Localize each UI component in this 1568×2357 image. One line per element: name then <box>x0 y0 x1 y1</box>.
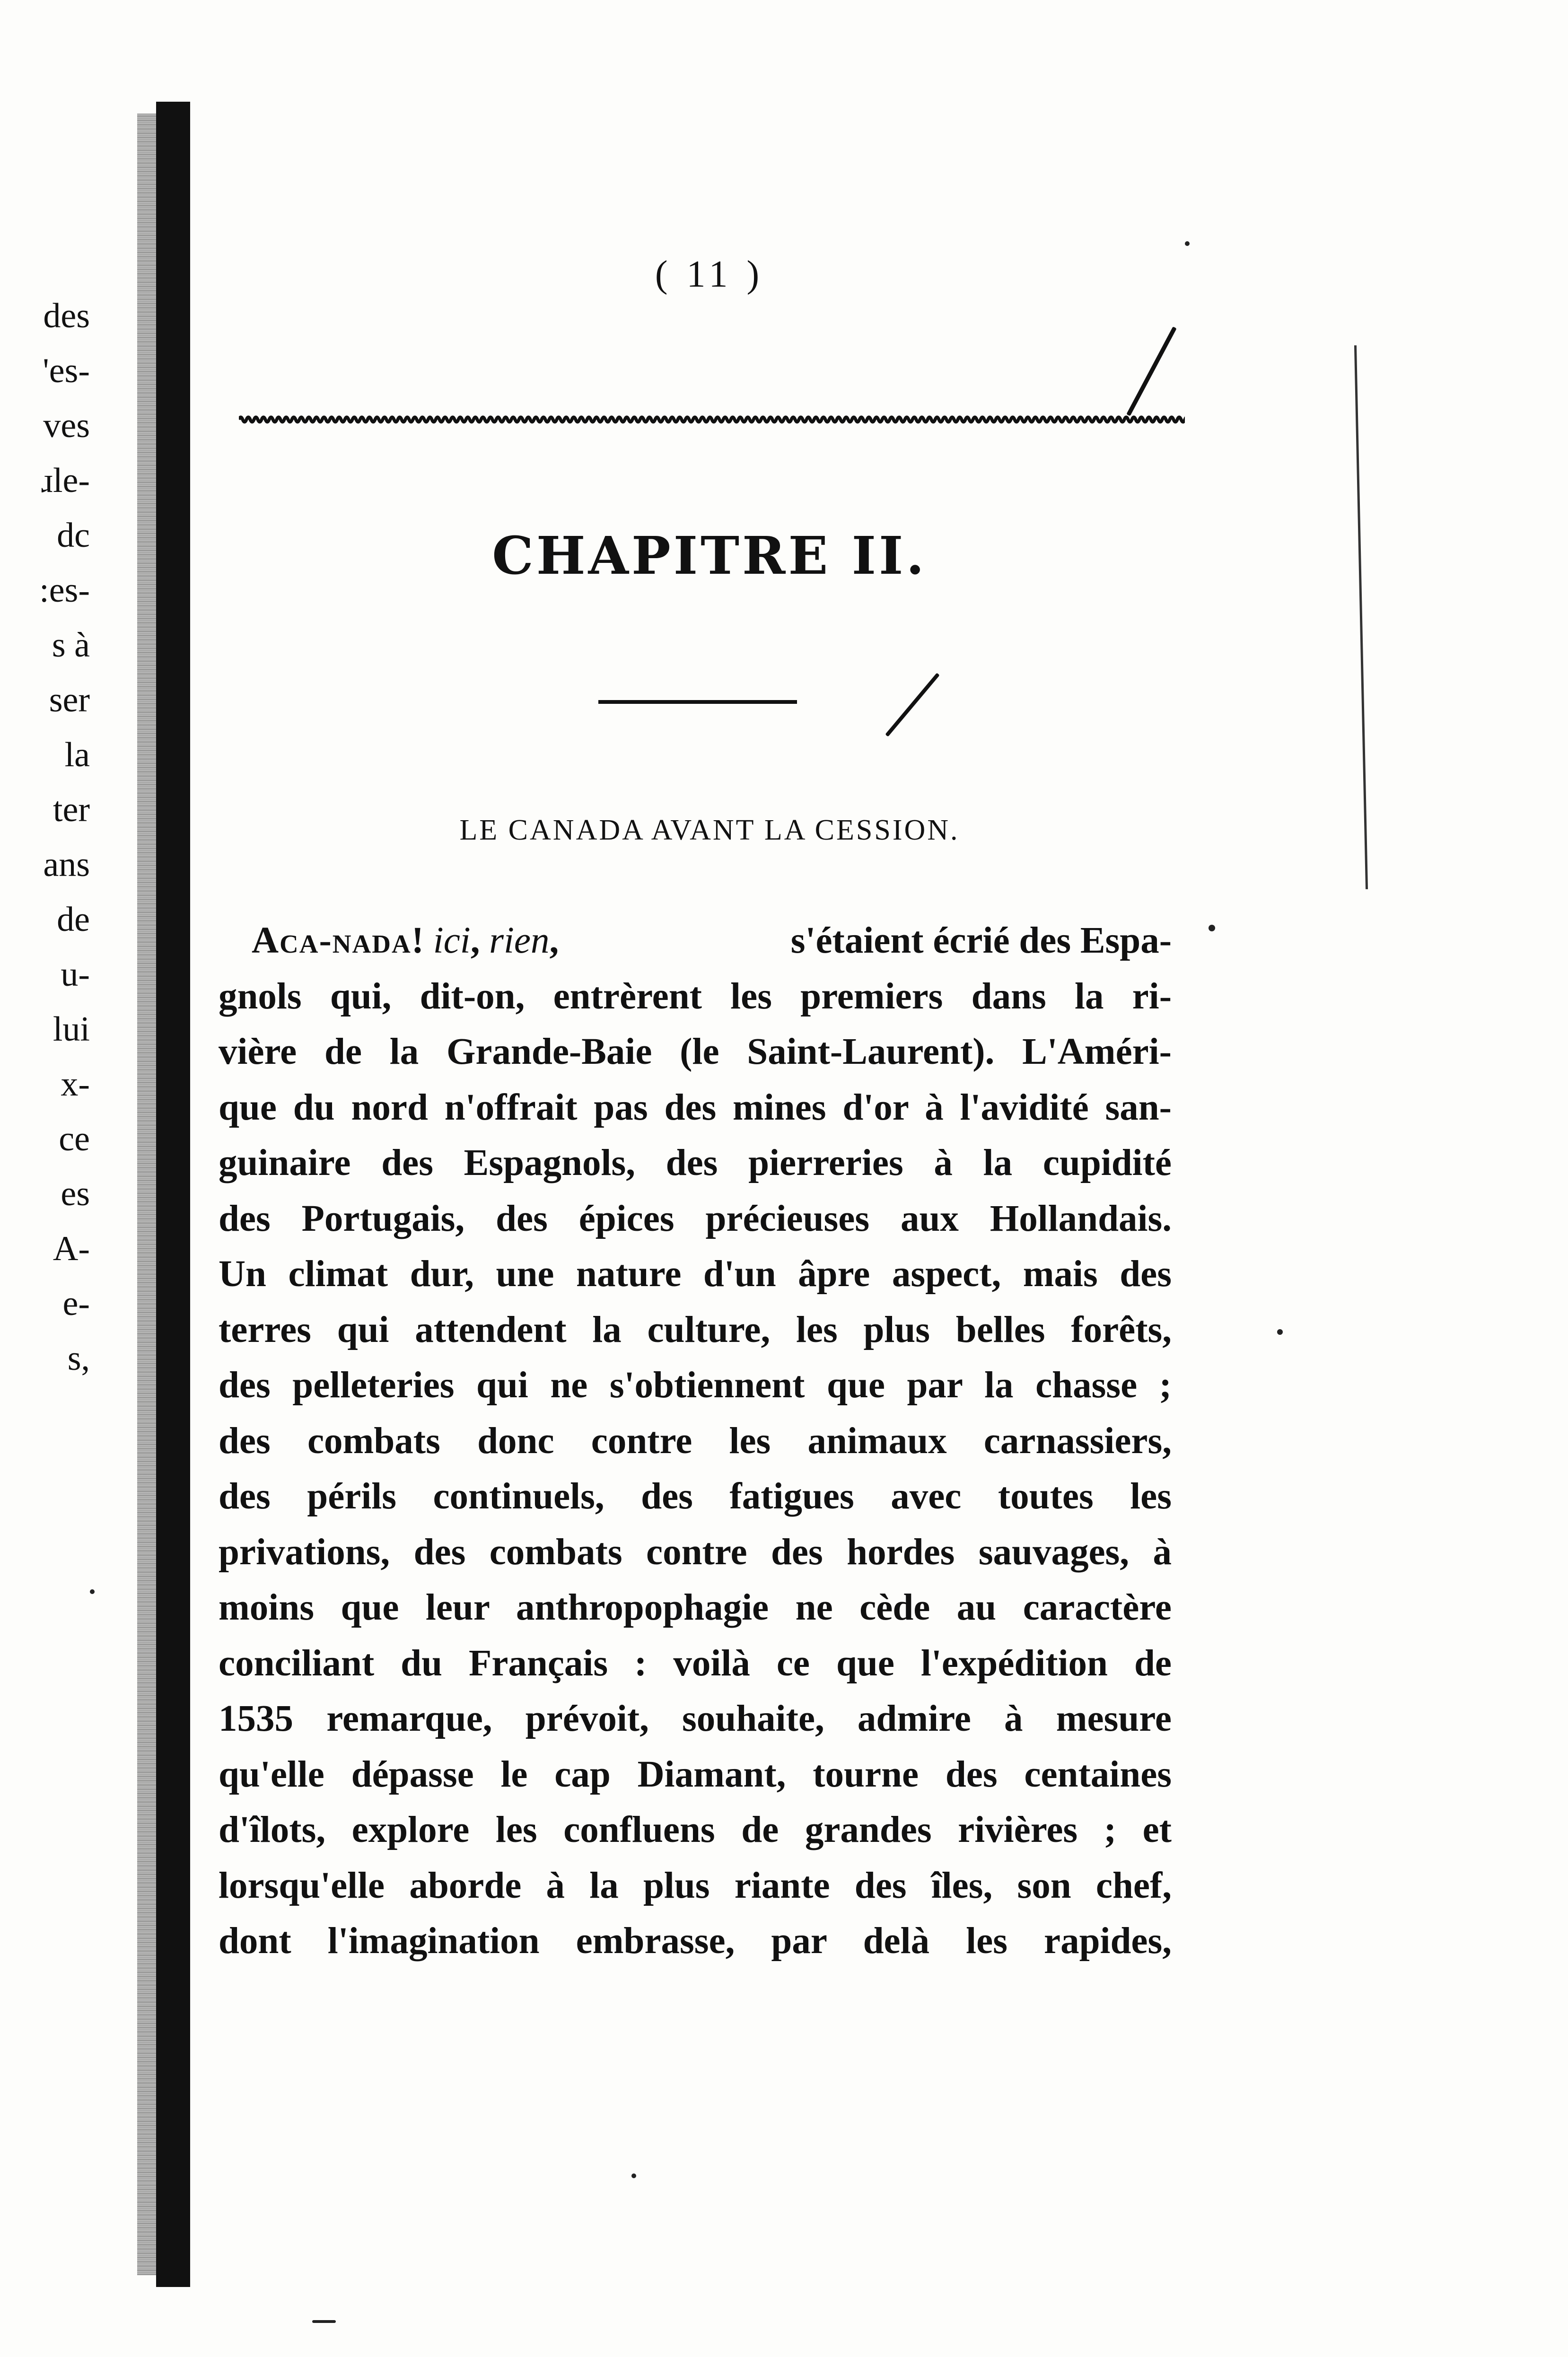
facing-page-fragment: u- <box>61 955 90 994</box>
body-line-text: moins que leur anthropophagie ne cède au caractère <box>219 1587 1172 1628</box>
paper-speck <box>631 2173 636 2178</box>
body-line <box>219 1135 1172 1191</box>
paper-speck <box>90 1589 95 1594</box>
body-line-text: Un climat dur, une nature d'un âpre aspect, mais des <box>219 1253 1172 1295</box>
body-line-text: des Portugais, des épices précieuses aux Hollandais. <box>219 1198 1172 1239</box>
paper-speck <box>1185 241 1190 246</box>
lead-phrase: Aca-nada! ici, rien, <box>252 920 559 961</box>
body-line <box>219 1802 1172 1858</box>
page-number: ( 11 ) <box>655 254 764 295</box>
body-line-text: gnols qui, dit-on, entrèrent les premiers dans la ri- <box>219 975 1172 1017</box>
first-line-rest: s'étaient écrié des Espa- <box>790 920 1172 961</box>
body-line <box>219 1858 1172 1914</box>
body-line-text: privations, des combats contre des hordes sauvages, à <box>219 1531 1172 1573</box>
lead-italic-rien: rien <box>489 920 550 961</box>
body-paragraph <box>219 913 1172 1969</box>
facing-page-fragment: s, <box>67 1339 90 1378</box>
body-line-text: conciliant du Français : voilà ce que l'expédition de <box>219 1642 1172 1684</box>
body-line <box>219 1246 1172 1302</box>
facing-page-fragment: 'es- <box>43 351 90 390</box>
separator-rule <box>598 700 797 704</box>
body-line-text: d'îlots, explore les confluens de grandes rivières ; et <box>219 1809 1172 1850</box>
facing-page-fragments <box>14 289 90 1386</box>
pencil-mark-slash <box>885 673 939 736</box>
facing-page-fragment: ter <box>53 790 90 829</box>
facing-page-fragment: ce <box>59 1120 90 1158</box>
body-line <box>219 1358 1172 1413</box>
facing-page-fragment: :es- <box>39 571 90 610</box>
facing-page-fragment: de <box>57 900 90 939</box>
lead-smallcaps: Aca-nada <box>252 920 412 961</box>
body-line-text: terres qui attendent la culture, les plus belles forêts, <box>219 1309 1172 1350</box>
paper-speck <box>1209 925 1215 931</box>
body-line-text: que du nord n'offrait pas des mines d'or à l'avidité san- <box>219 1086 1172 1128</box>
body-line <box>219 1913 1172 1969</box>
body-line <box>219 1080 1172 1136</box>
body-line-text: guinaire des Espagnols, des pierreries à la cupidité <box>219 1142 1172 1183</box>
facing-page-fragment: des <box>43 297 90 335</box>
binding-shadow <box>137 114 156 2275</box>
body-line <box>219 1469 1172 1525</box>
lead-italic-ici: ici <box>433 920 471 961</box>
body-line-text: dont l'imagination embrasse, par delà les rapides, <box>219 1920 1172 1962</box>
body-line <box>219 1413 1172 1469</box>
facing-page-fragment: ans <box>43 845 90 884</box>
facing-page-fragment: A- <box>53 1229 90 1268</box>
body-line <box>219 1636 1172 1691</box>
body-line <box>219 1580 1172 1636</box>
body-line-text: des pelleteries qui ne s'obtiennent que par la chasse ; <box>219 1365 1172 1406</box>
facing-page-fragment: la <box>64 736 90 774</box>
facing-page-fragment: lui <box>53 1010 90 1049</box>
paper-speck <box>312 2320 336 2323</box>
facing-page-fragment: ser <box>49 681 90 719</box>
body-line <box>219 1525 1172 1580</box>
paper-speck <box>1277 1329 1283 1335</box>
body-line <box>219 1691 1172 1747</box>
body-line-text: qu'elle dépasse le cap Diamant, tourne des centaines <box>219 1753 1172 1795</box>
ornamental-rule <box>239 414 1185 425</box>
facing-page-fragment: dc <box>57 516 90 555</box>
facing-page-fragment: x- <box>61 1065 90 1104</box>
body-line <box>219 1302 1172 1358</box>
binding-gutter <box>156 102 190 2287</box>
body-line <box>219 1191 1172 1247</box>
pencil-edge-line <box>1354 345 1368 889</box>
pencil-mark-top <box>1126 326 1177 416</box>
facing-page-fragment: ɹle- <box>41 461 90 500</box>
body-line <box>219 1747 1172 1803</box>
lead-bang: ! <box>411 920 424 961</box>
facing-page-fragment: es <box>61 1174 90 1213</box>
body-line-text: des combats donc contre les animaux carnassiers, <box>219 1420 1172 1462</box>
facing-page-fragment: e- <box>62 1284 90 1323</box>
body-line-text: lorsqu'elle aborde à la plus riante des îles, son chef, <box>219 1865 1172 1906</box>
chapter-title: CHAPITRE II. <box>492 525 927 586</box>
facing-page-fragment: s à <box>52 626 90 665</box>
body-line <box>219 969 1172 1025</box>
body-line-text: des périls continuels, des fatigues avec toutes les <box>219 1476 1172 1517</box>
body-line-text: 1535 remarque, prévoit, souhaite, admire à mesure <box>219 1698 1172 1739</box>
body-line-text: vière de la Grande-Baie (le Saint-Laurent). L'Améri- <box>219 1031 1172 1072</box>
chapter-subtitle: LE CANADA AVANT LA CESSION. <box>459 814 960 846</box>
facing-page-fragment: ves <box>43 406 90 445</box>
body-line <box>219 1024 1172 1080</box>
body-line-first <box>219 913 1172 969</box>
